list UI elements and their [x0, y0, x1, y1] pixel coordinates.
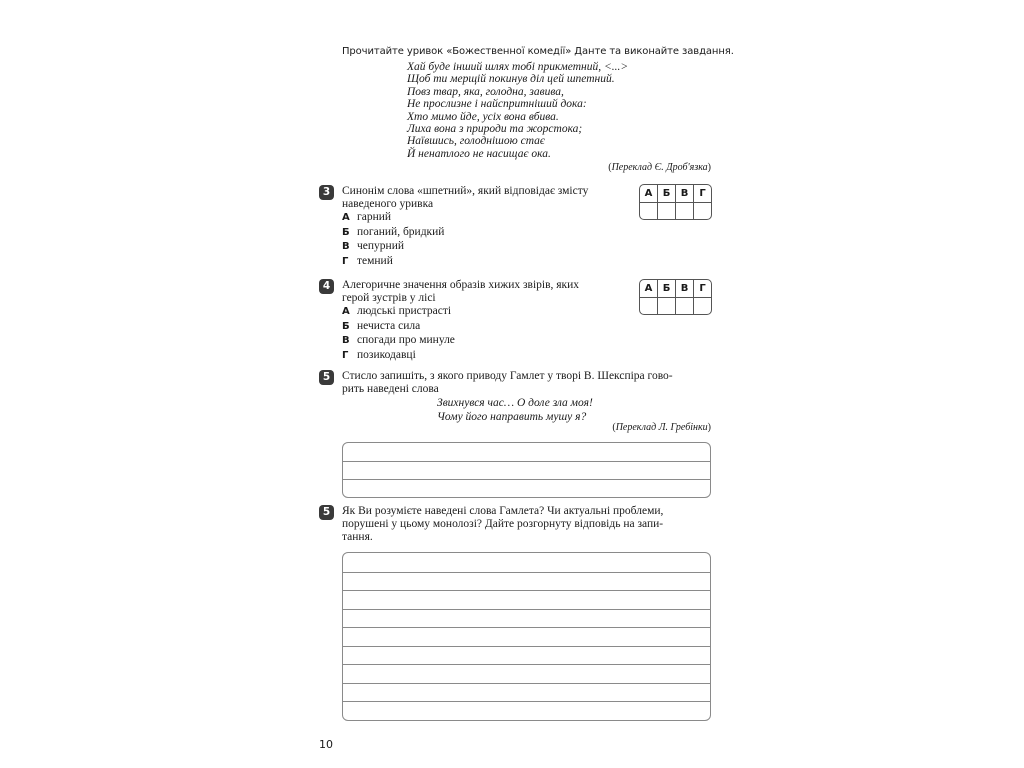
- option-text: чепурний: [357, 240, 405, 252]
- question-5b-answer-box[interactable]: [342, 552, 711, 721]
- option-text: позикодавці: [357, 348, 416, 361]
- question-4-text: [342, 279, 579, 305]
- question-5a-text: [342, 370, 673, 396]
- answer-line: [343, 609, 710, 610]
- grid-answer-cell[interactable]: [694, 298, 712, 315]
- grid-answer-cell[interactable]: [658, 203, 676, 220]
- grid-header: А: [640, 185, 658, 203]
- grid-answer-cell[interactable]: [676, 298, 694, 315]
- poem-line: Лиха вона з природи та жорстока;: [407, 123, 583, 136]
- question-4-options: [342, 305, 455, 363]
- answer-line: [343, 572, 710, 573]
- answer-line: [343, 646, 710, 647]
- question-5b-text: [342, 505, 663, 545]
- option-letter: В: [342, 335, 350, 346]
- option-a: [342, 305, 455, 320]
- option-letter: Г: [342, 349, 349, 361]
- poem-credit-text: Переклад Є. Дроб'язка: [611, 162, 708, 173]
- question-3-text: [342, 185, 588, 211]
- option-text: спогади про минуле: [357, 334, 455, 346]
- option-b: [342, 320, 455, 335]
- poem-line: Наївшись, голоднішою стає: [407, 135, 545, 148]
- answer-line: [343, 683, 710, 684]
- answer-line: [343, 461, 710, 462]
- answer-line: [343, 664, 710, 665]
- question-text-line: тання.: [342, 531, 373, 544]
- quote-line: Чому його направить мушу я?: [437, 410, 587, 423]
- poem-line: Й ненатлого не насищає ока.: [407, 147, 551, 160]
- question-text-line: наведеного уривка: [342, 198, 434, 211]
- answer-line: [343, 701, 710, 702]
- question-text-line: Стисло запишіть, з якого приводу Гамлет у творі В. Шекспіра гово-: [342, 370, 673, 382]
- poem-line: Хто мимо йде, усіх вона вбива.: [407, 110, 559, 123]
- question-3-answer-grid: [639, 184, 712, 220]
- option-v: [342, 240, 444, 255]
- option-h: [342, 255, 444, 270]
- grid-answer-cell[interactable]: [658, 298, 676, 315]
- question-text-line: Як Ви розумієте наведені слова Гамлета? Чи актуальні проблеми,: [342, 505, 664, 517]
- option-letter: Б: [342, 226, 350, 238]
- question-3-options: [342, 211, 444, 269]
- question-4-number: 4: [319, 279, 334, 294]
- option-text: людські пристрасті: [357, 305, 452, 317]
- answer-line: [343, 627, 710, 628]
- grid-answer-cell[interactable]: [694, 203, 712, 220]
- poem-line: Повз твар, яка, голодна, завива,: [407, 85, 564, 98]
- option-text: поганий, бридкий: [357, 225, 445, 238]
- quote-line: Звихнувся час… О доле зла моя!: [437, 397, 593, 409]
- poem-excerpt: [407, 61, 628, 160]
- grid-answer-cell[interactable]: [640, 298, 658, 315]
- option-a: [342, 211, 444, 226]
- grid-header: В: [676, 280, 694, 298]
- grid-header: Г: [694, 280, 712, 298]
- question-text-line: Синонім слова «шпетний», який відповідає змісту: [342, 185, 589, 197]
- poem-line: Щоб ти мерщій покинув діл цей шпетний.: [407, 73, 615, 86]
- option-text: темний: [357, 254, 393, 267]
- hamlet-quote: [437, 397, 593, 424]
- answer-line: [343, 590, 710, 591]
- question-text-line: герой зустрів у лісі: [342, 292, 436, 305]
- question-5a-number: 5: [319, 370, 334, 385]
- grid-header: Г: [694, 185, 712, 203]
- question-text-line: Алегоричне значення образів хижих звірів, яких: [342, 279, 580, 291]
- option-text: нечиста сила: [357, 319, 421, 332]
- grid-header: Б: [658, 185, 676, 203]
- grid-header: Б: [658, 280, 676, 298]
- task-intro: Прочитайте уривок «Божественної комедії» Данте та виконайте завдання.: [342, 46, 734, 57]
- poem-line: Не прослизне і найспритніший дока:: [407, 98, 587, 111]
- question-text-line: рить наведені слова: [342, 383, 439, 396]
- option-text: гарний: [357, 211, 392, 223]
- grid-answer-cell[interactable]: [640, 203, 658, 220]
- grid-header: А: [640, 280, 658, 298]
- question-text-line: порушені у цьому монолозі? Дайте розгорнуту відповідь на запи-: [342, 518, 664, 531]
- option-h: [342, 349, 455, 364]
- quote-credit: (Переклад Л. Гребінки): [612, 422, 711, 433]
- option-letter: В: [342, 241, 350, 252]
- answer-line: [343, 479, 710, 480]
- quote-credit-text: Переклад Л. Гребінки: [615, 422, 708, 433]
- option-letter: А: [342, 212, 350, 223]
- question-4-answer-grid: [639, 279, 712, 315]
- question-3-number: 3: [319, 185, 334, 200]
- option-letter: Г: [342, 255, 349, 267]
- option-v: [342, 334, 455, 349]
- poem-credit: (Переклад Є. Дроб'язка): [608, 162, 711, 173]
- option-letter: Б: [342, 320, 350, 332]
- question-5b-number: 5: [319, 505, 334, 520]
- question-5a-answer-box[interactable]: [342, 442, 711, 498]
- page-number: 10: [319, 738, 333, 751]
- option-b: [342, 226, 444, 241]
- grid-header: В: [676, 185, 694, 203]
- option-letter: А: [342, 306, 350, 317]
- grid-answer-cell[interactable]: [676, 203, 694, 220]
- poem-line: Хай буде інший шлях тобі прикметний, <...>: [407, 61, 629, 73]
